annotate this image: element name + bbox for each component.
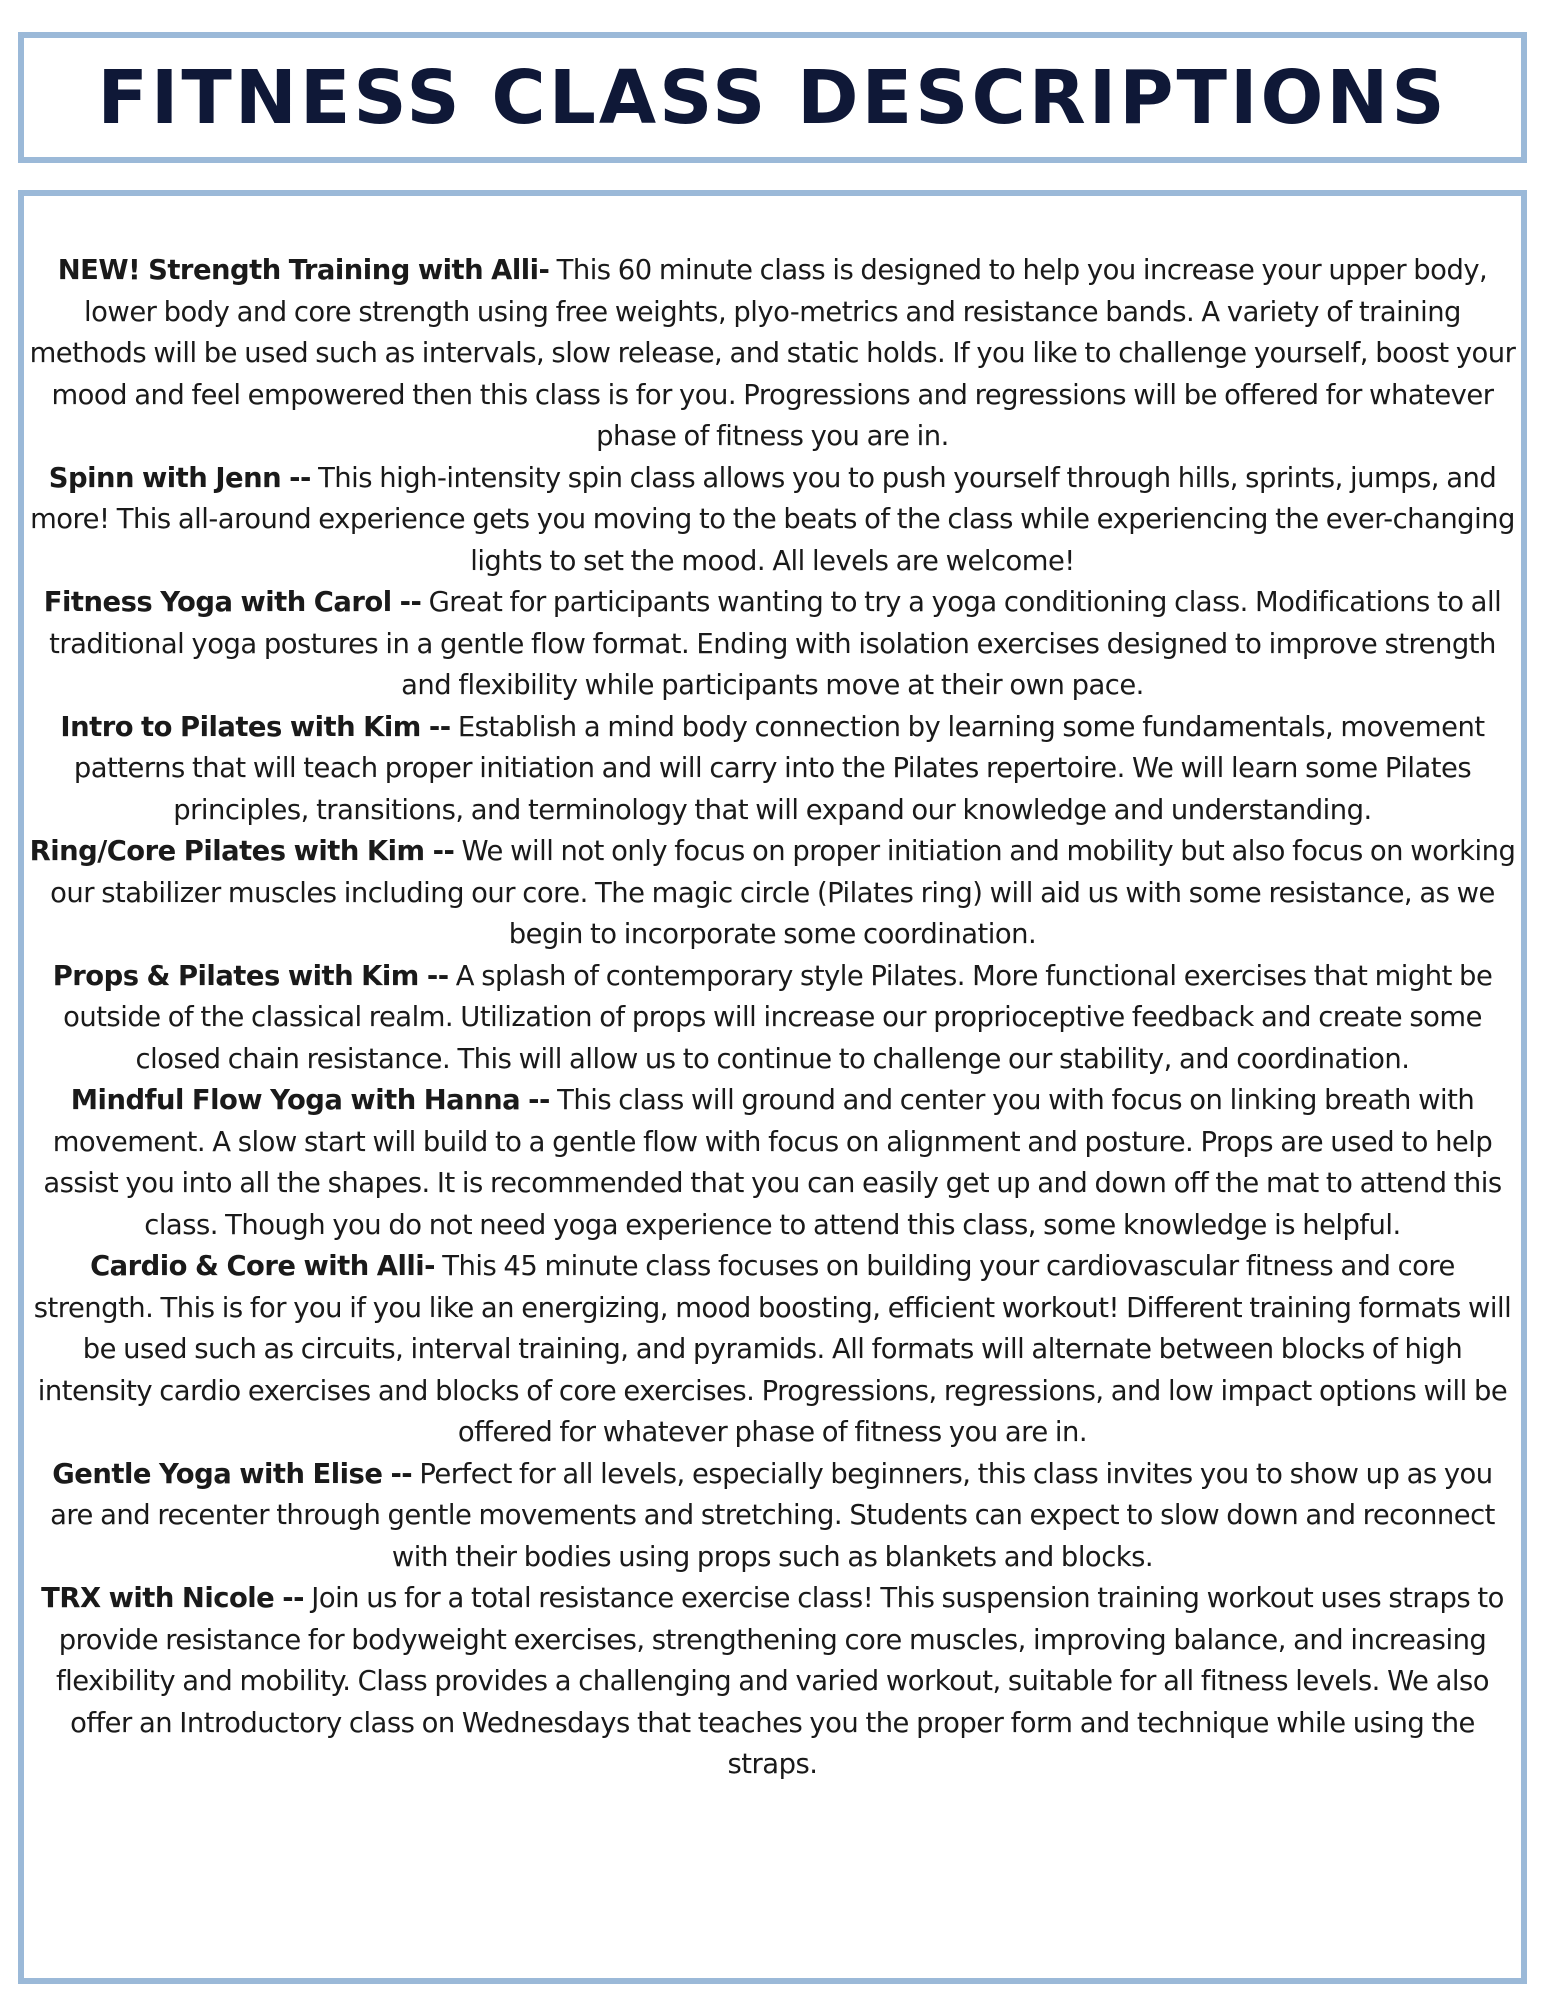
class-name: Gentle Yoga with Elise --: [52, 1458, 413, 1490]
class-name: Spinn with Jenn --: [48, 462, 311, 494]
class-item-spinn: [28, 458, 1517, 583]
class-description: Great for participants wanting to try a yoga conditioning class. Modifications to all traditional yoga postures in a gentle flow format. Ending with isolation exercises designed to improve strength and flexibility while participants move at their own pace.: [49, 587, 1502, 701]
title-banner: [18, 32, 1527, 163]
class-description: Perfect for all levels, especially beginners, this class invites you to show up as you are and recenter through gentle movements and stretching. Students can expect to slow down and reconnect with their bodies using props such as blankets and blocks.: [50, 1458, 1495, 1573]
class-item-mindful-flow-yoga: [28, 1080, 1517, 1246]
class-description: We will not only focus on proper initiation and mobility but also focus on working our stabilizer muscles including our core. The magic circle (Pilates ring) will aid us with some resistance, as we begin to incorporate some coordination.: [50, 836, 1516, 950]
class-description: This 60 minute class is designed to help you increase your upper body, lower body and core strength using free weights, plyo-metrics and resistance bands. A variety of training methods will be used such as intervals, slow release, and static holds. If you like to challenge yourself, boost your mood and feel empowered then this class is for you. Progressions and regressions will be offered for whatever phase of fitness you are in.: [29, 255, 1516, 452]
class-description: This 45 minute class focuses on building your cardiovascular fitness and core strength. This is for you if you like an energizing, mood boosting, efficient workout! Different training formats will be used such as circuits, interval training, and pyramids. All formats will alternate between blocks of high intensity cardio exercises and blocks of core exercises. Progressions, regressions, and low impact options will be offered for whatever phase of fitness you are in.: [33, 1251, 1512, 1448]
class-item-props-pilates: [28, 956, 1517, 1081]
class-item-cardio-core: [28, 1246, 1517, 1454]
class-item-strength-training: [28, 250, 1517, 458]
class-description: Join us for a total resistance exercise class! This suspension training workout uses straps to provide resistance for bodyweight exercises, strengthening core muscles, improving balance, and increasing flexibility and mobility. Class provides a challenging and varied workout, suitable for all fitness levels. We also offer an Introductory class on Wednesdays that teaches you the proper form and technique while using the straps.: [55, 1583, 1504, 1780]
class-name: Fitness Yoga with Carol --: [43, 587, 422, 618]
class-name: Intro to Pilates with Kim --: [60, 711, 451, 743]
page-title: FITNESS CLASS DESCRIPTIONS: [97, 54, 1448, 141]
class-item-intro-pilates: [28, 707, 1517, 832]
class-descriptions-panel: [18, 190, 1527, 1984]
class-name: Mindful Flow Yoga with Hanna --: [70, 1085, 550, 1116]
class-name: Props & Pilates with Kim --: [52, 960, 449, 992]
class-description: This class will ground and center you with focus on linking breath with movement. A slow start will build to a gentle flow with focus on alignment and posture. Props are used to help assist you into all the shapes. It is recommended that you can easily get up and down off the mat to attend this class. Though you do not need yoga experience to attend this class, some knowledge is helpful.: [43, 1085, 1502, 1241]
class-name: NEW! Strength Training with Alli-: [57, 255, 550, 286]
class-list: [28, 250, 1517, 1786]
class-name: Ring/Core Pilates with Kim --: [29, 836, 455, 867]
class-description: A splash of contemporary style Pilates. More functional exercises that might be outside of the classical realm. Utilization of props will increase our proprioceptive feedback and create some closed chain resistance. This will allow us to continue to challenge our stability, and coordination.: [63, 960, 1493, 1075]
class-item-gentle-yoga: [28, 1454, 1517, 1579]
class-name: TRX with Nicole --: [41, 1583, 305, 1614]
class-name: Cardio & Core with Alli-: [90, 1251, 436, 1282]
class-item-fitness-yoga: [28, 582, 1517, 707]
class-description: Establish a mind body connection by learning some fundamentals, movement patterns that will teach proper initiation and will carry into the Pilates repertoire. We will learn some Pilates principles, transitions, and terminology that will expand our knowledge and understanding.: [73, 711, 1485, 826]
class-item-ring-core-pilates: [28, 831, 1517, 956]
class-description: This high-intensity spin class allows you to push yourself through hills, sprints, jumps, and more! This all-around experience gets you moving to the beats of the class while experiencing the ever-changing lights to set the mood. All levels are welcome!: [30, 462, 1515, 577]
class-item-trx: [28, 1578, 1517, 1786]
